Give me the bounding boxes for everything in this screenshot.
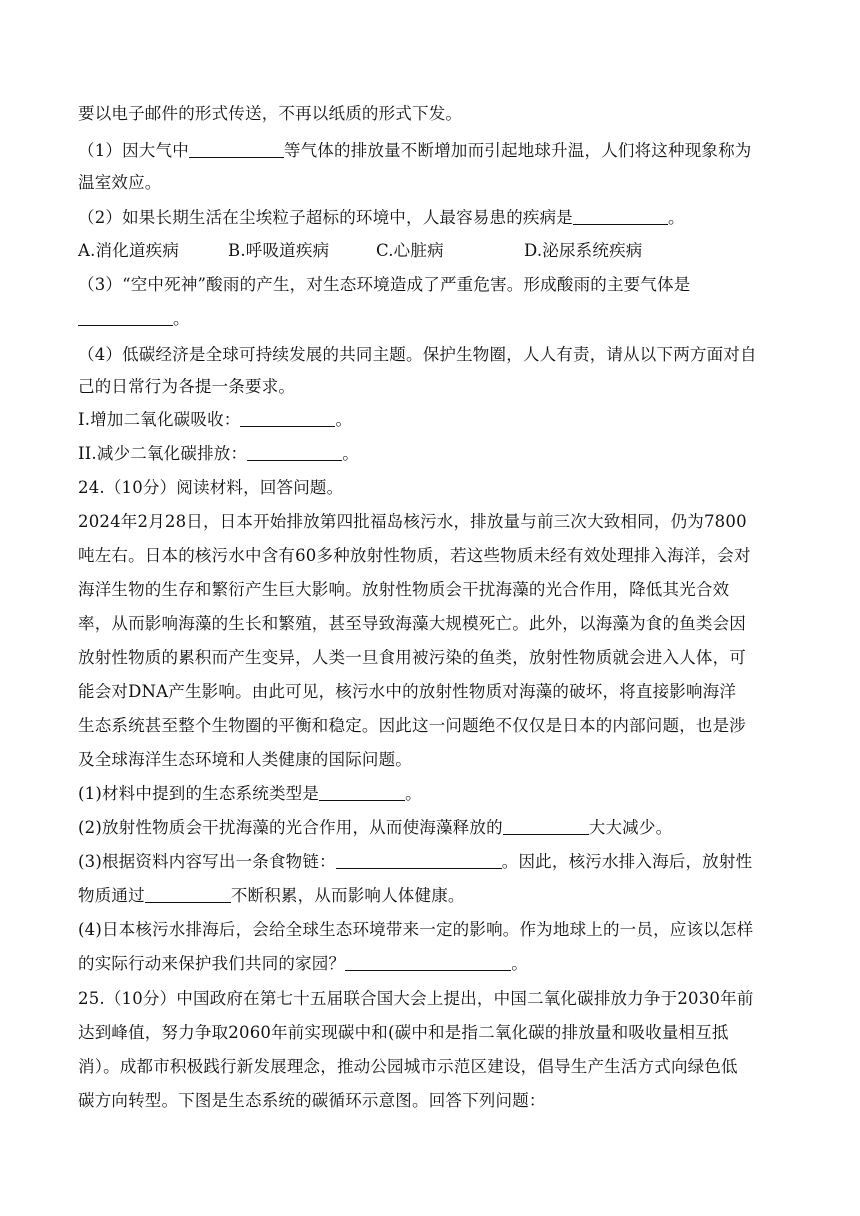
text: 。	[342, 444, 359, 463]
text: 及全球海洋生态环境和人类健康的国际问题。	[78, 750, 412, 769]
text: 温室效应。	[78, 173, 162, 192]
text: 。	[511, 954, 528, 973]
options-line	[78, 240, 643, 262]
text: 。	[335, 410, 353, 429]
sub-question-4-line	[78, 919, 753, 941]
text: (1)材料中提到的生态系统类型是	[78, 784, 320, 803]
text: （3）“空中死神”酸雨的产生，对生态环境造成了严重危害。形成酸雨的主要气体是	[78, 275, 691, 294]
answer-blank	[78, 309, 173, 326]
answer-blank	[573, 208, 668, 225]
text-line	[78, 1090, 546, 1112]
text: 达到峰值，努力争取2060年前实现碳中和(碳中和是指二氧化碳的排放量和吸收量相互抵	[78, 1023, 729, 1042]
text-line	[78, 613, 746, 635]
text: (3)根据资料内容写出一条食物链：	[78, 852, 336, 871]
sub-question-3-line	[78, 851, 752, 873]
text: 的实际行动来保护我们共同的家园？	[78, 954, 346, 973]
answer-blank	[503, 818, 589, 835]
question-1-line	[78, 140, 752, 162]
text: (2)放射性物质会干扰海藻的光合作用，从而使海藻释放的	[78, 818, 503, 837]
sub-question-4-cont-line	[78, 953, 528, 975]
text-line	[78, 103, 462, 125]
answer-blank	[319, 784, 405, 801]
sub-question-3-cont-line	[78, 885, 465, 907]
text: （2）如果长期生活在尘埃粒子超标的环境中，人最容易患的疾病是	[78, 208, 573, 227]
text-line	[78, 647, 746, 669]
text: 等气体的排放量不断增加而引起地球升温，人们将这种现象称为	[283, 141, 752, 160]
answer-blank	[345, 954, 511, 971]
text: 碳方向转型。下图是生态系统的碳循环示意图。回答下列问题：	[78, 1091, 546, 1110]
text: II.减少二氧化碳排放：	[78, 444, 248, 463]
text: 海洋生物的生存和繁衍产生巨大影响。放射性物质会干扰海藻的光合作用，降低其光合效	[78, 580, 730, 599]
text: 2024年2月28日，日本开始排放第四批福岛核污水，排放量与前三次大致相同，仍为7800	[78, 512, 747, 531]
text: （4）低碳经济是全球可持续发展的共同主题。保护生物圈，人人有责，请从以下两方面对自	[78, 345, 757, 364]
question-4-line	[78, 344, 757, 366]
text-line	[78, 376, 295, 398]
requirement-1-line	[78, 409, 352, 431]
option-d: D.泌尿系统疾病	[524, 241, 643, 260]
text: (4)日本核污水排海后，会给全球生态环境带来一定的影响。作为地球上的一员，应该以怎样	[78, 920, 754, 939]
text: 。	[173, 309, 190, 328]
sub-question-2-line	[78, 817, 672, 839]
text: 大大减少。	[588, 818, 673, 837]
option-b: B.呼吸道疾病	[228, 241, 330, 260]
text: 能会对DNA产生影响。由此可见，核污水中的放射性物质对海藻的破坏，将直接影响海洋	[78, 682, 737, 701]
text-line	[78, 511, 747, 533]
text: 。因此，核污水排入海后，放射性	[501, 852, 753, 871]
text: 己的日常行为各提一条要求。	[78, 377, 296, 396]
text: 率，从而影响海藻的生长和繁殖，甚至导致海藻大规模死亡。此外，以海藻为食的鱼类会因	[78, 614, 746, 633]
answer-blank	[247, 444, 342, 461]
text: 吨左右。日本的核污水中含有60多种放射性物质，若这些物质未经有效处理排入海洋，会对	[78, 546, 751, 565]
question-24-heading	[78, 477, 343, 499]
question-3-line	[78, 274, 690, 296]
text: 不断积累，从而影响人体健康。	[230, 886, 465, 905]
text: 要以电子邮件的形式传送，不再以纸质的形式下发。	[78, 104, 463, 123]
text-line	[78, 579, 729, 601]
text-line	[78, 172, 162, 194]
answer-blank	[336, 852, 502, 869]
question-3-blank-line	[78, 308, 190, 330]
text: 生态系统甚至整个生物圈的平衡和稳定。因此这一问题绝不仅仅是日本的内部问题，也是涉	[78, 716, 746, 735]
sub-question-1-line	[78, 783, 422, 805]
text: 。	[668, 208, 685, 227]
text: 。	[405, 784, 422, 803]
answer-blank	[145, 886, 231, 903]
text-line	[78, 1022, 729, 1044]
question-25-heading	[78, 988, 754, 1010]
text: I.增加二氧化碳吸收：	[78, 410, 241, 429]
requirement-2-line	[78, 443, 359, 465]
text: （1）因大气中	[78, 141, 189, 160]
option-c: C.心脏病	[376, 241, 444, 260]
text: 放射性物质的累积而产生变异，人类一旦食用被污染的鱼类，放射性物质就会进入人体，可	[78, 648, 746, 667]
text: 消）。成都市积极践行新发展理念，推动公园城市示范区建设，倡导生产生活方式向绿色低	[78, 1057, 738, 1076]
answer-blank	[189, 141, 284, 158]
option-a: A.消化道疾病	[78, 241, 180, 260]
text: 25.（10分）中国政府在第七十五届联合国大会上提出，中国二氧化碳排放力争于2030年前	[78, 989, 754, 1008]
answer-blank	[240, 410, 335, 427]
text: 24.（10分）阅读材料，回答问题。	[78, 478, 344, 497]
text: 物质通过	[78, 886, 145, 905]
text-line	[78, 1056, 738, 1078]
text-line	[78, 545, 751, 567]
text-line	[78, 749, 412, 771]
text-line	[78, 681, 736, 703]
text-line	[78, 715, 746, 737]
question-2-line	[78, 207, 685, 229]
